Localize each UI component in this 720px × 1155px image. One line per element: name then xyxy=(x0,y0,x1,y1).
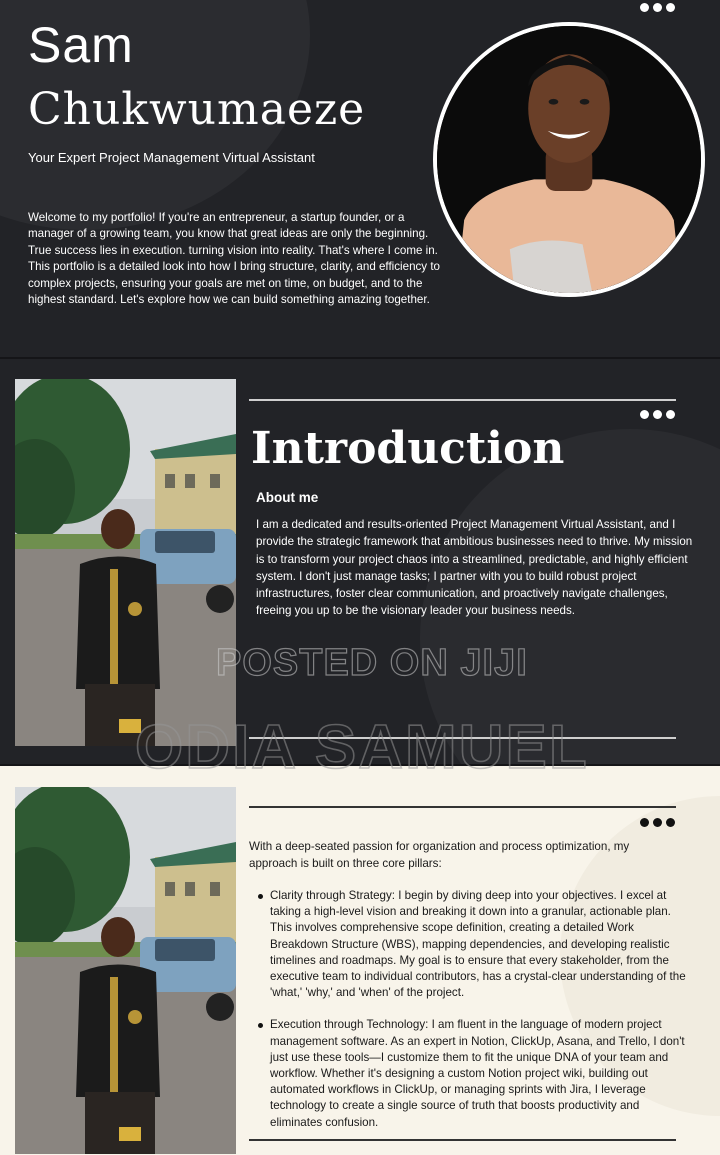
watermark-author: ODIA SAMUEL xyxy=(135,713,589,782)
list-item: Execution through Technology: I am fluent in the language of modern project management software. As an expert in Notion, ClickUp, Asana, and Trello, I don't just use these tools—I customize them to fit the unique DNA of your team and workflow. Whether it's designing a custom Notion project wiki, building out automated workflows in ClickUp, or managing sprints with Jira, I leverage technology to create a single source of truth that boosts productivity and eliminates confusion. xyxy=(256,1017,690,1130)
footer-rule xyxy=(249,1139,676,1141)
about-paragraph: I am a dedicated and results-oriented Project Management Virtual Assistant, and I provide the strategic framework that ambitious businesses need to thrive. My mission is to transform your project chaos into a streamlined, predictable, and highly efficient system. I don't just manage tasks; I partner with you to build robust project infrastructures, foster clear communication, and proactively navigate challenges, freeing you up to be the visionary leader your business needs. xyxy=(256,518,693,618)
portrait-illustration xyxy=(437,26,701,293)
pillars-list xyxy=(256,888,690,1147)
first-name: Sam xyxy=(28,17,134,73)
last-name: Chukwumaeze xyxy=(28,84,366,135)
profile-photo xyxy=(15,787,236,1154)
watermark-posted-on: POSTED ON JIJI xyxy=(216,642,528,684)
more-dots-icon[interactable] xyxy=(640,3,675,12)
list-item: Clarity through Strategy: I begin by diving deep into your objectives. I excel at taking a high-level vision and breaking it down into a granular, actionable plan. This involves comprehensive scope definition, creating a detailed Work Breakdown Structure (WBS), mapping dependencies, and developing realistic timelines and roadmaps. My goal is to ensure that every stakeholder, from the executive team to individual contributors, has a crystal-clear understanding of the 'what,' 'why,' and 'when' of the project. xyxy=(256,888,690,1001)
more-dots-icon[interactable] xyxy=(640,818,675,827)
profile-portrait xyxy=(433,22,705,297)
header-rule xyxy=(249,806,676,808)
introduction-section xyxy=(0,359,720,764)
hero-section xyxy=(0,0,720,357)
section-title: Introduction xyxy=(251,423,565,474)
welcome-paragraph: Welcome to my portfolio! If you're an entrepreneur, a startup founder, or a manager of a growing team, you know that great ideas are only the beginning. True success lies in execution. turning vision into reality. That's where I come in. This portfolio is a detailed look into how I bring structure, clarity, and efficiency to complex projects, ensuring your goals are met on time, on budget, and to the highest standard. Let's explore how we can build something amazing together. xyxy=(28,211,440,307)
profile-photo xyxy=(15,379,236,746)
about-me-heading: About me xyxy=(256,490,319,505)
tagline: Your Expert Project Management Virtual Assistant xyxy=(28,150,315,165)
header-rule xyxy=(249,399,676,401)
pillars-section xyxy=(0,766,720,1155)
more-dots-icon[interactable] xyxy=(640,410,675,419)
pillars-intro: With a deep-seated passion for organization and process optimization, my approach is built on three core pillars: xyxy=(249,840,630,870)
